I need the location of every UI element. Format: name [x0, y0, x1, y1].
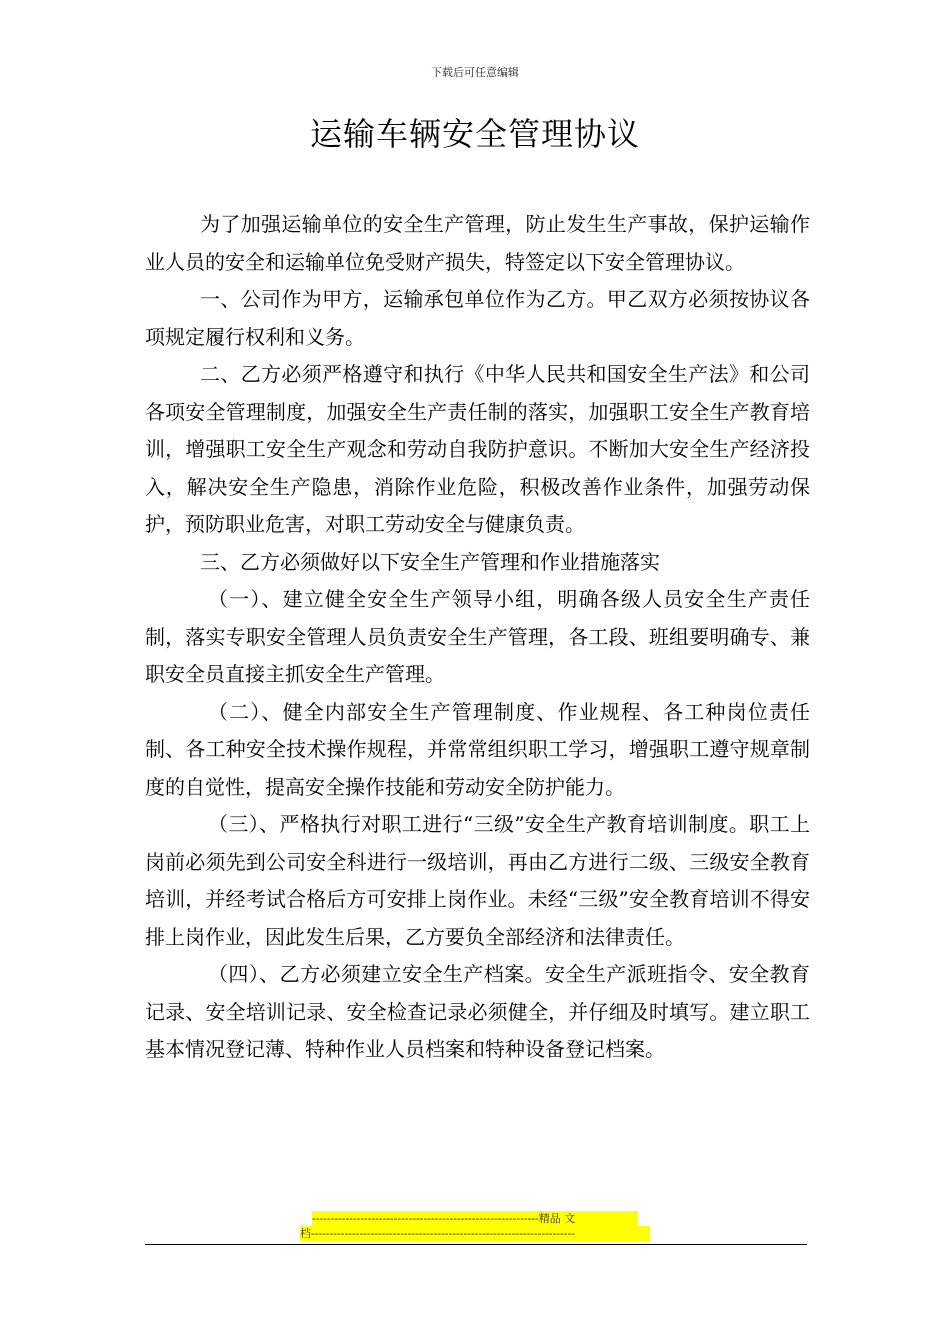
header-note: 下载后可任意编辑 — [431, 66, 519, 79]
document-body — [145, 206, 810, 1069]
clause-3-item-4: （四）、乙方必须建立安全生产档案。安全生产派班指令、安全教育记录、安全培训记录、安全检查记录必须健全，并仔细及时填写。建立职工基本情况登记薄、特种作业人员档案和特种设备登记档案。 — [145, 962, 810, 1061]
document-title: 运输车辆安全管理协议 — [309, 115, 640, 153]
footer-watermark-band — [300, 1211, 650, 1241]
clause-3-item-2: （二）、健全内部安全生产管理制度、作业规程、各工种岗位责任制、各工种安全技术操作规程，并常常组织职工学习，增强职工遵守规章制度的自觉性，提高安全操作技能和劳动安全防护能力。 — [145, 699, 810, 799]
footer-watermark-line-1: -------------------------------------------------------------精品 文 — [312, 1211, 638, 1226]
footer-divider — [145, 1244, 807, 1245]
clause-3-item-3: （三）、严格执行对职工进行“三级”安全生产教育培训制度。职工上岗前必须先到公司安全科进行一级培训，再由乙方进行二级、三级安全教育培训，并经考试合格后方可安排上岗作业。未经“三级”安全教育培训不得安排上岗作业，因此发生后果，乙方要负全部经济和法律责任。 — [145, 812, 810, 949]
footer-watermark-line-2: 档----------------------------------------------------------------------- — [300, 1226, 650, 1241]
clause-1-paragraph: 一、公司作为甲方，运输承包单位作为乙方。甲乙双方必须按协议各项规定履行权利和义务。 — [145, 287, 810, 349]
clause-3-item-1: （一）、建立健全安全生产领导小组，明确各级人员安全生产责任制，落实专职安全管理人员负责安全生产管理，各工段、班组要明确专、兼职安全员直接主抓安全生产管理。 — [145, 587, 810, 686]
clause-2-paragraph: 二、乙方必须严格遵守和执行《中华人民共和国安全生产法》和公司各项安全管理制度，加强安全生产责任制的落实，加强职工安全生产教育培训，增强职工安全生产观念和劳动自我防护意识。不断加大安全生产经济投入，解决安全生产隐患，消除作业危险，积极改善作业条件，加强劳动保护，预防职业危害，对职工劳动安全与健康负责。 — [145, 362, 810, 536]
intro-paragraph: 为了加强运输单位的安全生产管理，防止发生生产事故，保护运输作业人员的安全和运输单位免受财产损失，特签定以下安全管理协议。 — [145, 212, 810, 274]
clause-3-heading: 三、乙方必须做好以下安全生产管理和作业措施落实 — [200, 549, 660, 574]
